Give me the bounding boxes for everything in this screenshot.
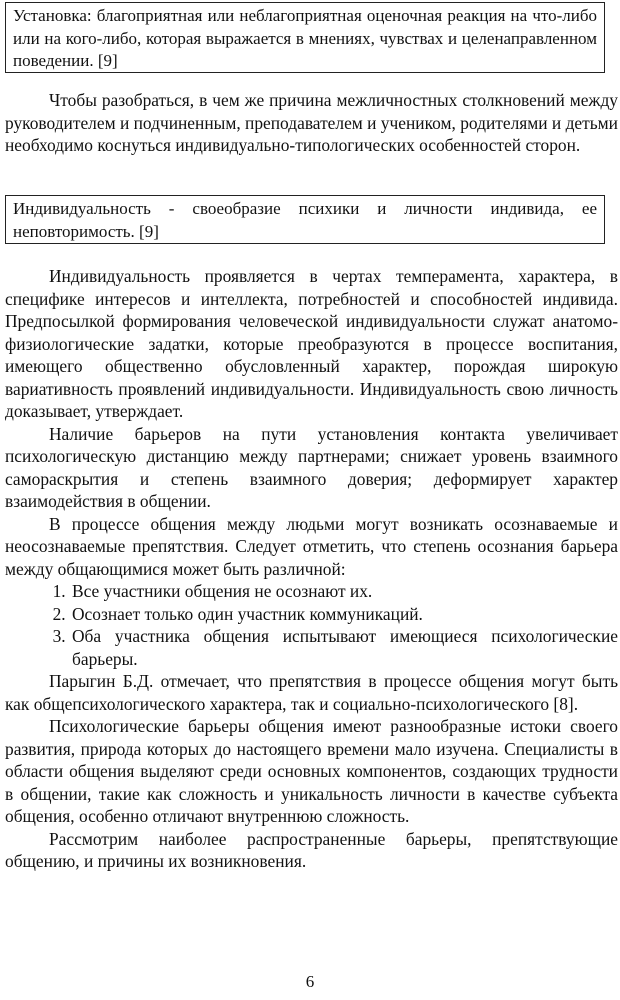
intro-paragraph-block bbox=[5, 89, 618, 157]
list-item: 2. Осознает только один участник коммуникаций. bbox=[70, 603, 618, 626]
paragraph: Парыгин Б.Д. отмечает, что препятствия в процессе общения могут быть как общепсихологического характера, так и социально-психологического [8]. bbox=[5, 671, 618, 714]
paragraph: В процессе общения между людьми могут возникать осознаваемые и неосознаваемые препятствия. Следует отметить, что степень осознания барьера между общающимися может быть различной: bbox=[5, 513, 618, 579]
definition-box-ustanovka bbox=[5, 2, 605, 73]
list-item: 1. Все участники общения не осознают их. bbox=[70, 580, 618, 603]
definition-text: Установка: благоприятная или неблагоприятная оценочная реакция на что-либо или на кого-либо, которая выражается в мнениях, чувствах и целенаправленном поведении. [9] bbox=[13, 6, 597, 70]
list-item: 3. Оба участника общения испытывают имеющиеся психологические барьеры. bbox=[70, 625, 618, 670]
paragraph: Наличие барьеров на пути установления контакта увеличивает психологическую дистанцию между партнерами; снижает уровень взаимного самораскрытия и степень взаимного доверия; деформирует характер взаимодействия в общении. bbox=[5, 423, 618, 511]
page-number: 6 bbox=[305, 972, 315, 991]
paragraph: Чтобы разобраться, в чем же причина межличностных столкновений между руководителем и подчиненным, преподавателем и учеником, родителями и детьми необходимо коснуться индивидуально-типологических особенностей сторон. bbox=[5, 90, 618, 155]
definition-text: Индивидуальность - своеобразие психики и личности индивида, ее неповторимость. [9] bbox=[13, 199, 597, 241]
paragraph: Рассмотрим наиболее распространенные барьеры, препятствующие общению, и причины их возникновения. bbox=[5, 828, 618, 871]
awareness-list bbox=[5, 580, 618, 670]
definition-box-individuality bbox=[5, 195, 605, 244]
paragraph: Индивидуальность проявляется в чертах темперамента, характера, в специфике интересов и интеллекта, потребностей и способностей индивида. Предпосылкой формирования человеческой индивидуальности служат анатомо-физиологические задатки, которые преобразуются в процессе воспитания, имеющего общественно обусловленный характер, порождая широкую вариативность проявлений индивидуальности. Индивидуальность свою личность доказывает, утверждает. bbox=[5, 266, 618, 421]
main-text-block bbox=[5, 265, 618, 873]
paragraph: Психологические барьеры общения имеют разнообразные истоки своего развития, природа которых до настоящего времени мало изучена. Специалисты в области общения выделяют среди основных компонентов, создающих трудности в общении, такие как сложность и уникальность личности в качестве субъекта общения, особенно отличают внутреннюю сложность. bbox=[5, 716, 618, 826]
